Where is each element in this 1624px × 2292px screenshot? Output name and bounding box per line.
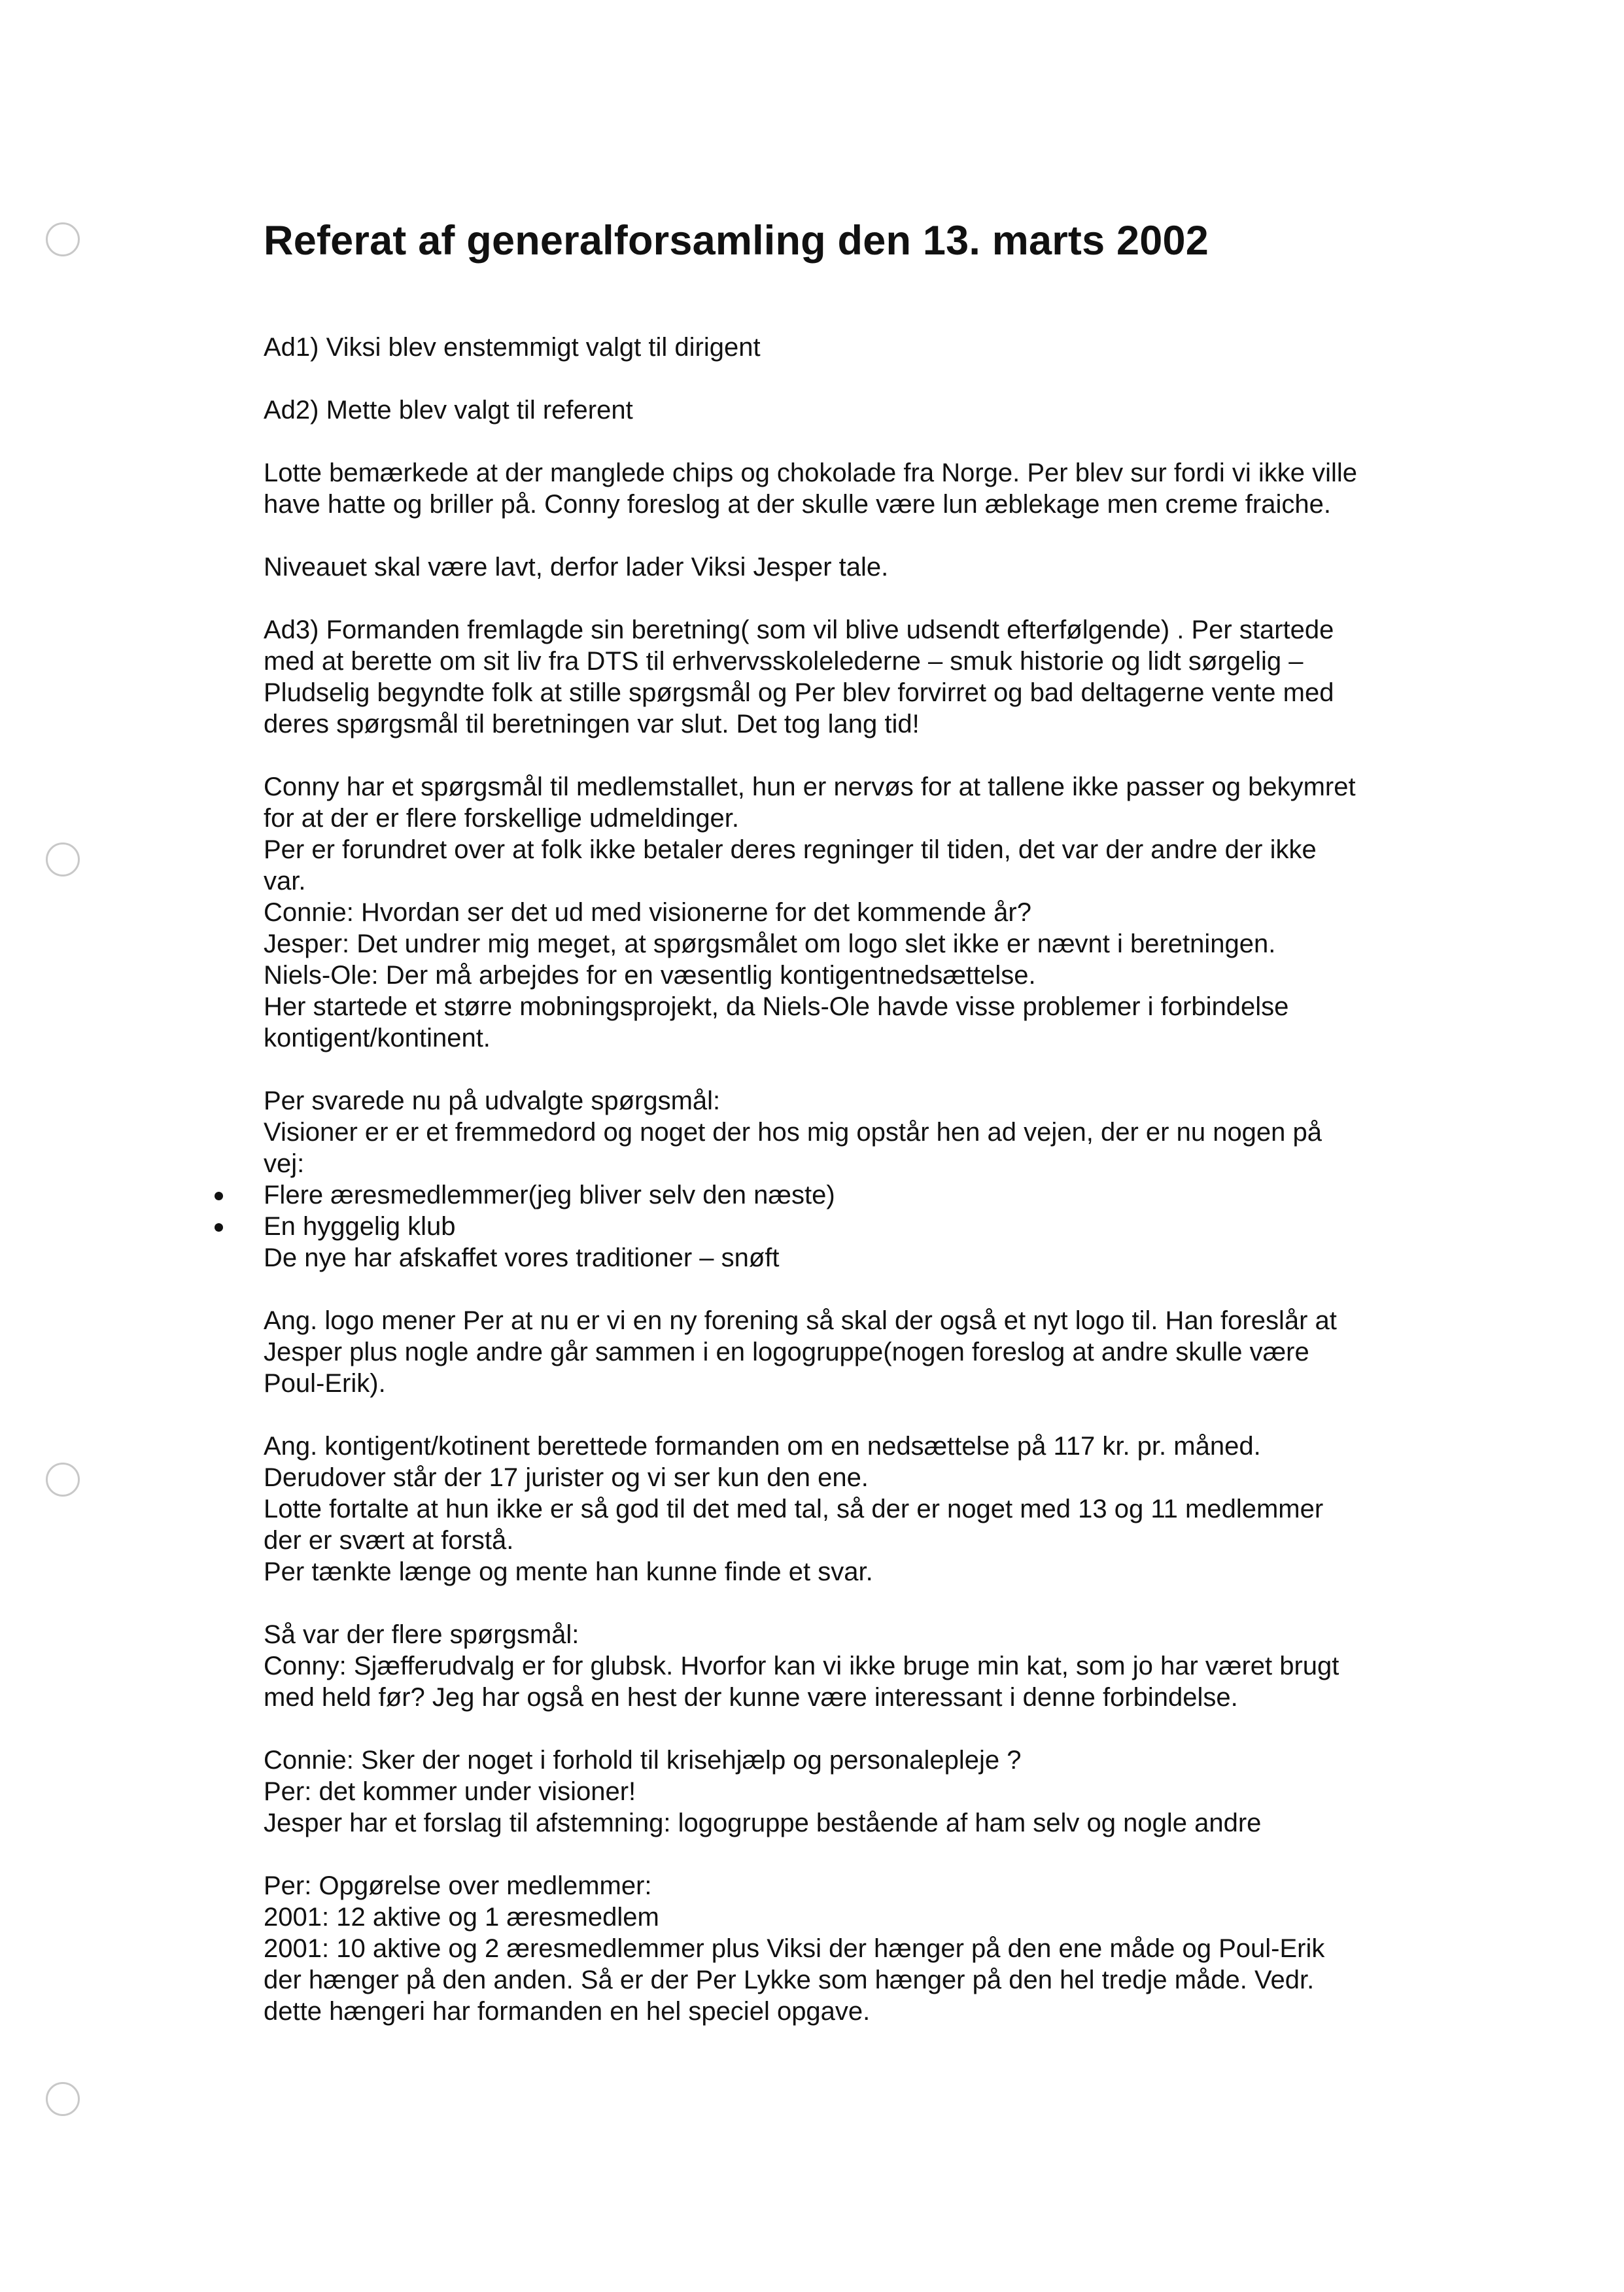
- bullet-item-text: En hyggelig klub: [264, 1212, 456, 1241]
- text-line: for at der er flere forskellige udmeldinger.: [264, 804, 740, 833]
- text-line: Derudover står der 17 jurister og vi ser kun den ene.: [264, 1463, 869, 1492]
- paragraph: [264, 614, 1415, 740]
- text-line: 2001: 12 aktive og 1 æresmedlem: [264, 1903, 659, 1932]
- paragraph: [264, 1619, 1415, 1713]
- text-line: Jesper plus nogle andre går sammen i en logogruppe(nogen foreslog at andre skulle være: [264, 1338, 1309, 1366]
- punch-hole: [46, 222, 80, 256]
- text-line: Ad2) Mette blev valgt til referent: [264, 396, 633, 425]
- paragraph: [264, 1870, 1415, 2027]
- text-line: kontigent/kontinent.: [264, 1024, 491, 1052]
- paragraph: [264, 1085, 1415, 1274]
- text-line: 2001: 10 aktive og 2 æresmedlemmer plus Viksi der hænger på den ene måde og Poul-Erik: [264, 1934, 1325, 1963]
- paragraph: [264, 1305, 1415, 1399]
- paragraph: [264, 771, 1415, 1054]
- text-line: Ang. kontigent/kotinent berettede formanden om en nedsættelse på 117 kr. pr. måned.: [264, 1432, 1261, 1461]
- text-line: Jesper: Det undrer mig meget, at spørgsmålet om logo slet ikke er nævnt i beretningen.: [264, 929, 1276, 958]
- text-line: Per tænkte længe og mente han kunne finde et svar.: [264, 1557, 873, 1586]
- text-line: Conny: Sjæfferudvalg er for glubsk. Hvorfor kan vi ikke bruge min kat, som jo har været brugt: [264, 1652, 1339, 1680]
- paragraph: [264, 551, 1415, 583]
- text-line: Per: Opgørelse over medlemmer:: [264, 1871, 652, 1900]
- text-line: Jesper har et forslag til afstemning: logogruppe bestående af ham selv og nogle andre: [264, 1809, 1262, 1837]
- text-line: Niveauet skal være lavt, derfor lader Viksi Jesper tale.: [264, 553, 889, 582]
- bullet-dot-icon: [215, 1223, 223, 1232]
- text-line: med at berette om sit liv fra DTS til erhvervsskolelederne – smuk historie og lidt sørgelig –: [264, 647, 1304, 676]
- text-line: dette hængeri har formanden en hel speciel opgave.: [264, 1997, 871, 2026]
- bullet-item: [264, 1211, 1415, 1242]
- text-line: Pludselig begyndte folk at stille spørgsmål og Per blev forvirret og bad deltagerne vente med: [264, 678, 1334, 707]
- text-line: deres spørgsmål til beretningen var slut. Det tog lang tid!: [264, 710, 920, 738]
- text-line: var.: [264, 867, 306, 895]
- text-line: Visioner er er et fremmedord og noget der hos mig opstår hen ad vejen, der er nu nogen på: [264, 1118, 1322, 1147]
- punch-hole: [46, 2082, 80, 2116]
- text-line: der er svært at forstå.: [264, 1526, 514, 1555]
- text-line: Lotte fortalte at hun ikke er så god til det med tal, så der er noget med 13 og 11 medlemmer: [264, 1495, 1324, 1523]
- text-line: Conny har et spørgsmål til medlemstallet, hun er nervøs for at tallene ikke passer og bekymret: [264, 773, 1356, 801]
- text-line: Ad1) Viksi blev enstemmigt valgt til dirigent: [264, 333, 761, 362]
- bullet-dot-icon: [215, 1192, 223, 1200]
- text-line: Her startede et større mobningsprojekt, da Niels-Ole havde visse problemer i forbindelse: [264, 992, 1289, 1021]
- text-line: Niels-Ole: Der må arbejdes for en væsentlig kontigentnedsættelse.: [264, 961, 1036, 990]
- text-line: Per er forundret over at folk ikke betaler deres regninger til tiden, det var der andre der ikke: [264, 835, 1317, 864]
- document-body: [264, 332, 1415, 2058]
- punch-hole: [46, 1463, 80, 1497]
- paragraph: [264, 394, 1415, 426]
- text-line: Lotte bemærkede at der manglede chips og chokolade fra Norge. Per blev sur fordi vi ikke ville: [264, 459, 1357, 487]
- paragraph: [264, 1745, 1415, 1839]
- text-line: vej:: [264, 1149, 305, 1178]
- text-line: De nye har afskaffet vores traditioner – snøft: [264, 1243, 780, 1272]
- paragraph: [264, 1431, 1415, 1588]
- punch-hole: [46, 842, 80, 877]
- text-line: Per: det kommer under visioner!: [264, 1777, 636, 1806]
- text-line: Poul-Erik).: [264, 1369, 386, 1398]
- text-line: have hatte og briller på. Conny foreslog at der skulle være lun æblekage men creme fraiche.: [264, 490, 1331, 519]
- paragraph: [264, 457, 1415, 520]
- bullet-item: [264, 1179, 1415, 1211]
- page-title: Referat af generalforsamling den 13. marts 2002: [264, 218, 1209, 264]
- text-line: Så var der flere spørgsmål:: [264, 1620, 579, 1649]
- text-line: Connie: Hvordan ser det ud med visionerne for det kommende år?: [264, 898, 1031, 927]
- text-line: Per svarede nu på udvalgte spørgsmål:: [264, 1086, 721, 1115]
- bullet-item-text: Flere æresmedlemmer(jeg bliver selv den næste): [264, 1181, 835, 1209]
- text-line: Connie: Sker der noget i forhold til krisehjælp og personalepleje ?: [264, 1746, 1022, 1775]
- text-line: Ad3) Formanden fremlagde sin beretning( som vil blive udsendt efterfølgende) . Per startede: [264, 616, 1334, 644]
- text-line: med held før? Jeg har også en hest der kunne være interessant i denne forbindelse.: [264, 1683, 1238, 1712]
- text-line: Ang. logo mener Per at nu er vi en ny forening så skal der også et nyt logo til. Han foreslår at: [264, 1306, 1337, 1335]
- text-line: der hænger på den anden. Så er der Per Lykke som hænger på den hel tredje måde. Vedr.: [264, 1966, 1315, 1994]
- paragraph: [264, 332, 1415, 363]
